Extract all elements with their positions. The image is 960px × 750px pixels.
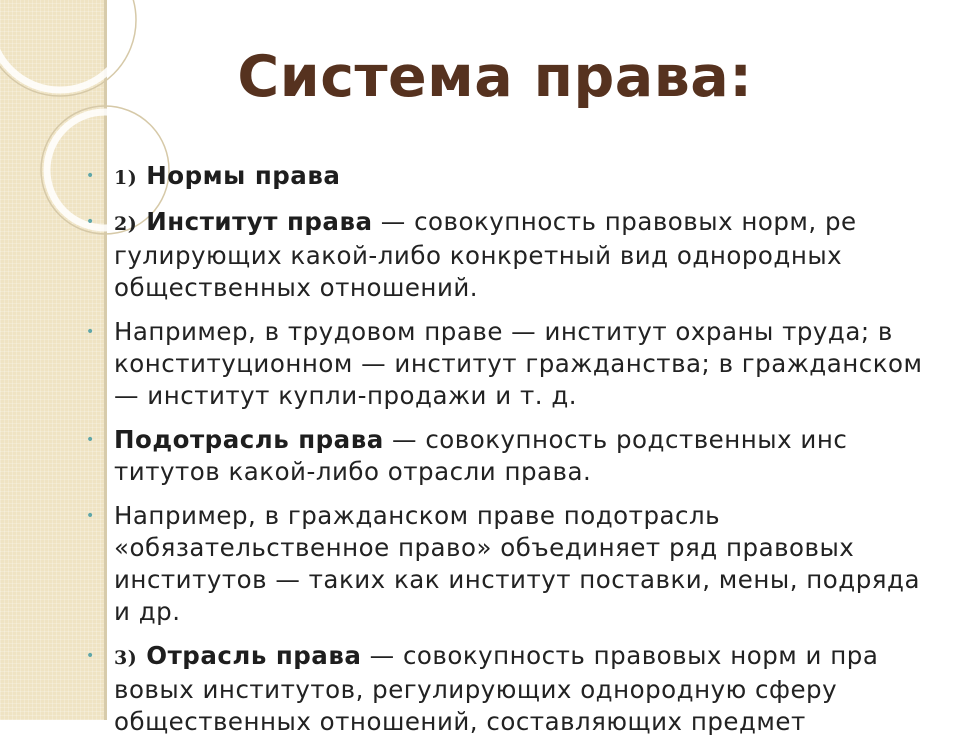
item-term: Отрасль права xyxy=(137,641,362,670)
list-item xyxy=(86,640,926,738)
item-number: 3) xyxy=(114,647,138,669)
list-item xyxy=(86,316,926,412)
item-term: Подотрасль права xyxy=(114,425,384,454)
list-item xyxy=(86,160,926,194)
item-term: Институт права xyxy=(137,207,373,236)
item-number: 2) xyxy=(114,213,138,235)
slide-content xyxy=(86,160,926,750)
item-text: Например, в трудовом праве — институт охраны труда; в конституционном — институт гражданства; в гражданском — институт купли-продажи и т. д. xyxy=(114,317,923,410)
item-number: 1) xyxy=(114,167,138,189)
item-text: Например, в гражданском праве подотрасль «обязательственное право» объединяет ряд правовых институтов — таких как институт поставки, мены, подряда и др. xyxy=(114,501,920,626)
item-term: Нормы права xyxy=(137,161,341,190)
item-text: — совокупность правовых норм, ре гулирующих какой-либо конкретный вид однородных общественных отношений. xyxy=(114,207,857,302)
bullet-icon: • xyxy=(86,432,95,448)
bullet-icon: • xyxy=(86,648,95,664)
slide-title: Система права: xyxy=(237,44,753,110)
list-item xyxy=(86,424,926,488)
bullet-icon: • xyxy=(86,508,95,524)
bullet-icon: • xyxy=(86,324,95,340)
item-text: — совокупность родственных инс титутов какой-либо отрасли права. xyxy=(114,425,848,486)
list-item xyxy=(86,206,926,304)
item-text: — совокупность правовых норм и пра вовых институтов, регулирующих однородную сферу общественных отношений, составляющих предмет xyxy=(114,641,879,736)
bullet-icon: • xyxy=(86,168,95,184)
list-item xyxy=(86,500,926,628)
bullet-icon: • xyxy=(86,214,95,230)
